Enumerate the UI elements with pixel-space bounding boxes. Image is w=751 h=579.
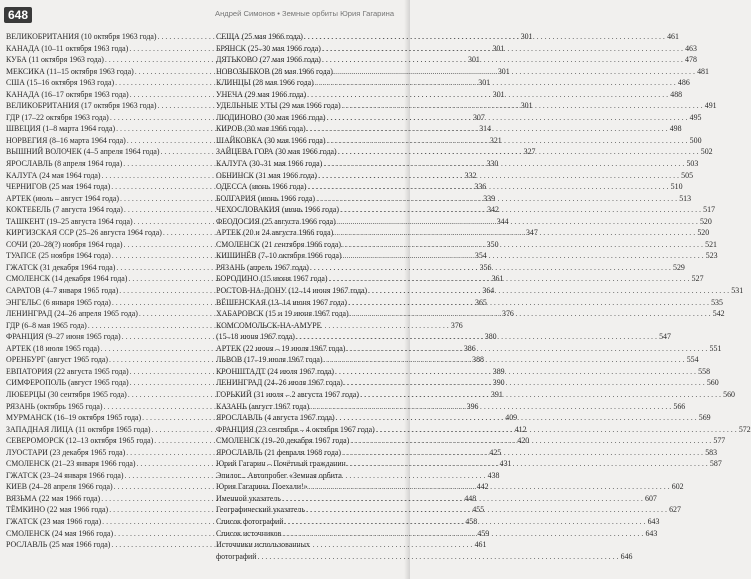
toc-entry-label: ЯРОСЛАВЛЬ (8 апреля 1964 года)	[6, 159, 123, 169]
toc-entry-label: ФРАНЦИЯ (9–27 июня 1965 года)	[6, 332, 121, 342]
toc-leader-dots	[335, 366, 696, 378]
toc-entry-page: 301	[478, 78, 491, 88]
toc-entry-page: 327	[523, 147, 536, 157]
toc-entry-page: 551	[709, 343, 722, 353]
toc-entry-label: КОМСОМОЛЬСК-НА-АМУРЕ	[216, 320, 322, 330]
toc-entry-label: МУРМАНСК (16–19 октября 1965 года)	[6, 413, 142, 423]
toc-entry-page: 356	[479, 262, 492, 272]
toc-entry-label: ЯРОСЛАВЛЬ (4 августа 1967 года)	[216, 413, 335, 423]
toc-leader-dots	[348, 297, 709, 309]
toc-entry-page: 342	[487, 205, 499, 215]
toc-entry	[216, 320, 405, 332]
toc-entry-page: 391	[490, 389, 503, 399]
toc-entry-label: КИЕВ (24–28 апреля 1966 года)	[6, 482, 113, 492]
toc-leader-dots	[334, 66, 695, 78]
toc-entry-label: Список источников	[216, 528, 282, 538]
toc-entry-page: 461	[667, 32, 679, 41]
toc-entry-page: 488	[670, 89, 683, 99]
toc-entry-page: 602	[671, 482, 684, 492]
toc-entry-label: ОБНИНСК (31 мая 1966 года)	[216, 170, 318, 180]
toc-entry-label: КУБА (11 октября 1963 года)	[6, 55, 104, 65]
toc-entry-page: 389	[492, 366, 505, 376]
toc-entry-page: 643	[645, 528, 658, 538]
toc-entry-label: ФЕОДОСИЯ (25 августа 1966 года)	[216, 216, 336, 226]
toc-entry-label: ГЖАТСК (23 мая 1966 года)	[6, 516, 102, 526]
toc-entry-page: 531	[731, 286, 744, 296]
toc-entry-label: СМОЛЕНСК (21 сентября 1966 года)	[216, 239, 341, 249]
toc-entry-page: 314	[479, 124, 492, 134]
toc-entry-label: РЯЗАНЬ (октябрь 1965 года)	[6, 401, 103, 411]
toc-entry-label: КАЛУГА (24 мая 1964 года)	[6, 170, 101, 180]
toc-entry-label: ДЯТЬКОВО (27 мая 1966 года)	[216, 55, 321, 65]
toc-entry-label: СМОЛЕНСК (24 мая 1966 года)	[6, 528, 114, 538]
toc-entry-label: ШАЙКОВКА (30 мая 1966 года)	[216, 135, 326, 145]
toc-entry-page: 520	[697, 228, 710, 238]
toc-leader-dots	[322, 54, 683, 66]
toc-entry-page: 495	[689, 112, 702, 122]
toc-entry-page: 498	[669, 124, 682, 134]
toc-entry-page: 425	[489, 447, 502, 457]
toc-entry	[216, 551, 633, 563]
toc-entry-label: ЗАЙЦЕВА ГОРА (30 мая 1966 года)	[216, 147, 337, 157]
toc-entry-page: 577	[713, 436, 726, 446]
toc-leader-dots	[284, 516, 645, 528]
toc-entry-page: 386	[463, 343, 476, 353]
toc-entry-page: 463	[685, 43, 697, 53]
toc-entry-page: 412	[514, 424, 527, 434]
toc-entry-label: ЧЕХОСЛОВАКИЯ (июнь 1966 года)	[216, 205, 340, 215]
toc-leader-dots	[342, 239, 703, 251]
toc-leader-dots	[307, 123, 668, 135]
toc-entry-label: БОЛГАРИЯ (июнь 1966 года)	[216, 193, 316, 203]
toc-entry-label: САРАТОВ (4–7 января 1965 года)	[6, 286, 119, 296]
toc-entry-page: 513	[679, 193, 692, 203]
toc-entry-label: КАНАДА (10–11 октября 1963 года)	[6, 43, 129, 53]
toc-leader-dots	[329, 273, 690, 285]
toc-entry-page: 301	[492, 43, 505, 53]
toc-entry-page: 478	[685, 55, 697, 65]
toc-entry-page: 643	[647, 516, 660, 526]
toc-leader-dots	[296, 331, 657, 343]
toc-entry-label: РОСТОВ-НА-ДОНУ (12–14 июня 1967 года)	[216, 286, 368, 296]
toc-leader-dots	[309, 481, 670, 493]
toc-entry-page: 517	[703, 205, 716, 215]
toc-leader-dots	[343, 250, 704, 262]
toc-entry-page: 332	[464, 170, 477, 180]
toc-entry-label: ГЖАТСК (23–24 января 1966 года)	[6, 470, 124, 480]
toc-entry-label: КИРОВ (30 мая 1966 года)	[216, 124, 306, 134]
toc-entry-page: 461	[474, 540, 487, 550]
toc-entry-page: 527	[691, 274, 704, 284]
toc-entry-label: ЛЮДИНОВО (30 мая 1966 года)	[216, 112, 326, 122]
toc-entry-page: 438	[487, 470, 500, 480]
toc-entry-page: 380	[484, 332, 497, 342]
toc-entry-page: 572	[738, 424, 751, 434]
toc-entry-label: АРТЕК (июль – август 1964 года)	[6, 193, 120, 203]
toc-entry-page: 627	[669, 505, 681, 515]
toc-entry-page: 542	[712, 309, 725, 319]
toc-entry-page: 354	[474, 251, 487, 261]
toc-entry-label: АРТЕК (20 и 24 августа 1966 года)	[216, 228, 334, 238]
toc-entry-page: 486	[677, 78, 690, 88]
toc-entry-label: УДЕЛЬНЫЕ УТЫ (29 мая 1966 года)	[216, 101, 341, 111]
toc-entry-page: 566	[673, 401, 686, 411]
toc-entry-label: ЯРОСЛАВЛЬ (21 февраля 1968 года)	[216, 447, 342, 457]
toc-leader-dots	[307, 89, 668, 101]
toc-entry-label: АРТЕК (18 июля 1965 года)	[6, 343, 100, 353]
toc-leader-dots	[323, 158, 684, 170]
toc-entry-page: 396	[466, 401, 479, 411]
toc-entry-page: 529	[673, 262, 685, 272]
toc-entry-page: 347	[525, 228, 538, 238]
toc-entry-page: 350	[486, 239, 499, 249]
toc-entry-label: СМОЛЕНСК (21–23 января 1966 года)	[6, 459, 136, 469]
toc-leader-dots	[337, 216, 698, 228]
toc-entry-label: ЛЬВОВ (17–19 июля 1967 года)	[216, 355, 323, 365]
toc-entry-label: ТЁМКИНО (22 мая 1966 года)	[6, 505, 109, 515]
toc-entry-label: США (15–16 октября 1963 года)	[6, 78, 115, 88]
toc-entry-page: 455	[472, 505, 485, 515]
toc-entry-label: ШВЕЦИЯ (1–8 марта 1964 года)	[6, 124, 116, 134]
toc-leader-dots	[340, 204, 701, 216]
toc-entry-label: ГДР (17–22 октября 1963 года)	[6, 112, 109, 122]
toc-entry-label: ОРЕНБУРГ (август 1965 года)	[6, 355, 108, 365]
toc-entry-page: 520	[699, 216, 712, 226]
toc-entry-page: 301	[520, 32, 533, 41]
toc-entry-label: СИМФЕРОПОЛЬ (август 1965 года)	[6, 378, 129, 388]
toc-entry-page: 301	[497, 66, 510, 76]
toc-entry	[216, 470, 405, 482]
toc-leader-dots	[324, 354, 685, 366]
toc-entry-page: 502	[700, 147, 713, 157]
toc-entry-label: ЧЕРНИГОВ (25 мая 1964 года)	[6, 182, 111, 192]
toc-entry-page: 569	[698, 413, 711, 423]
toc-entry-page: 583	[705, 447, 718, 457]
toc-entry-label: ГДР (6–8 мая 1965 года)	[6, 320, 87, 330]
toc-entry-label: КОКТЕБЕЛЬ (7 августа 1964 года)	[6, 205, 123, 215]
toc-entry-label: Географический указатель	[216, 505, 305, 515]
toc-entry-label: ВЕЛИКОБРИТАНИЯ (17 октября 1963 года)	[6, 101, 157, 111]
toc-leader-dots	[347, 458, 708, 470]
toc-entry-label: КИРГИЗСКАЯ ССР (25–26 августа 1964 года)	[6, 228, 162, 238]
toc-entry-label: СМОЛЕНСК (19–20 декабря 1967 года)	[216, 436, 350, 446]
toc-entry-page: 607	[645, 493, 657, 503]
toc-entry-label: ТУАПСЕ (25 ноября 1964 года)	[6, 251, 111, 261]
toc-entry-label: ЗАПАДНАЯ ЛИЦА (11 октября 1965 года)	[6, 424, 151, 434]
toc-leader-dots	[308, 181, 669, 193]
toc-entry-label: КЛИНЦЫ (28 мая 1966 года)	[216, 78, 314, 88]
toc-entry-label: ТАШКЕНТ (19–25 августа 1964 года)	[6, 216, 133, 226]
toc-leader-dots	[316, 193, 677, 205]
toc-entry-label: КАЛУГА (30–31 мая 1966 года)	[216, 159, 323, 169]
toc-entry-label: БОРОДИНО (15 июня 1967 года)	[216, 274, 328, 284]
toc-entry-page: 558	[698, 366, 711, 376]
toc-leader-dots	[360, 389, 721, 401]
running-title: Андрей Симонов • Земные орбиты Юрия Гагарина	[215, 9, 395, 18]
toc-entry-label: ГЖАТСК (31 декабря 1964 года)	[6, 262, 116, 272]
toc-leader-dots	[310, 401, 671, 413]
toc-entry-label: РОСЛАВЛЬ (25 мая 1966 года)	[6, 540, 111, 550]
toc-entry-label: АРТЕК (22 июня – 19 июля 1967 года)	[216, 343, 346, 353]
toc-entry-page: 505	[681, 170, 694, 180]
toc-entry-label: ХАБАРОВСК (15 и 19 июня 1967 года)	[216, 309, 349, 319]
toc-entry-page: 330	[486, 159, 499, 169]
toc-entry-label: УНЕЧА (29 мая 1966 года)	[216, 89, 307, 99]
toc-entry-page: 448	[464, 493, 477, 503]
toc-entry-label: ЕВПАТОРИЯ (22 августа 1965 года)	[6, 366, 129, 376]
toc-entry-page: 321	[489, 135, 502, 145]
toc-leader-dots	[327, 135, 688, 147]
toc-entry-page: 491	[704, 101, 717, 111]
toc-entry-label: ЭНГЕЛЬС (6 января 1965 года)	[6, 297, 111, 307]
toc-leader-dots	[338, 146, 699, 158]
toc-entry-page: 376	[502, 309, 514, 319]
toc-entry-label: ОДЕССА (июнь 1966 года)	[216, 182, 307, 192]
toc-entry-label: РЯЗАНЬ (апрель 1967 года)	[216, 262, 309, 272]
toc-entry-page: 510	[670, 182, 683, 192]
toc-leader-dots	[342, 100, 703, 112]
toc-leader-dots	[342, 447, 703, 459]
toc-entry-label: НОРВЕГИЯ (8–16 марта 1964 года)	[6, 135, 126, 145]
toc-entry-label: КАНАДА (16–17 октября 1963 года)	[6, 89, 129, 99]
toc-entry-label: ЛЮБЕРЦЫ (30 сентября 1965 года)	[6, 389, 127, 399]
toc-entry-page: 339	[483, 193, 496, 203]
toc-entry-label: Юрия Гагарина. Поехали!»	[216, 482, 308, 492]
toc-leader-dots	[336, 412, 697, 424]
toc-entry-label: НОВОЗЫБКОВ (28 мая 1966 года)	[216, 66, 333, 76]
toc-entry-label: БРЯНСК (25–30 мая 1966 года)	[216, 43, 321, 53]
toc-entry-page: 459	[477, 528, 490, 538]
toc-leader-dots	[315, 77, 676, 89]
toc-leader-dots	[282, 493, 643, 505]
toc-entry-label: ЛЕНИНГРАД (24–26 апреля 1965 года)	[6, 309, 138, 319]
toc-entry-label: КАЗАНЬ (август 1967 года)	[216, 401, 310, 411]
toc-entry-label: СОЧИ (20–28(?) ноября 1964 года)	[6, 239, 123, 249]
toc-entry-label: Источники использованных	[216, 540, 310, 550]
toc-entry-page: 560	[723, 389, 735, 399]
toc-entry-label: МЕКСИКА (11–15 октября 1963 года)	[6, 66, 134, 76]
toc-entry-page: 307	[472, 112, 485, 122]
toc-leader-dots	[282, 528, 643, 540]
toc-leader-dots	[368, 285, 729, 297]
toc-entry-label: ГОРЬКИЙ (31 июля – 2 августа 1967 года)	[216, 389, 359, 399]
toc-leader-dots	[334, 227, 695, 239]
toc-entry-page: 301	[468, 55, 480, 65]
toc-entry-label: Эпилог... Автопробег «Земная орбита	[216, 470, 342, 480]
toc-entry-label: ФРАНЦИЯ (23 сентября – 4 октября 1967 года)	[216, 424, 375, 434]
toc-entry-page: 523	[705, 251, 718, 261]
toc-entry-page: 560	[706, 378, 719, 388]
toc-leader-dots	[344, 377, 705, 389]
toc-entry-page: 364	[482, 286, 495, 296]
toc-entry-label: СЕВЕРОМОРСК (12–13 октября 1965 года)	[6, 436, 154, 446]
toc-leader-dots	[304, 31, 665, 43]
toc-entry-label: КРОНШТАДТ (24 июля 1967 года)	[216, 366, 335, 376]
toc-entry-page: 301	[492, 89, 505, 99]
toc-entry-label: ЛУОСТАРИ (23 декабря 1965 года)	[6, 447, 126, 457]
toc-entry-page: 409	[505, 413, 518, 423]
toc-entry-page: 344	[496, 216, 509, 226]
toc-entry-page: 361	[491, 274, 504, 284]
toc-entry-page: 365	[475, 297, 487, 307]
toc-entry-page: 420	[517, 436, 530, 446]
toc-entry-label: ВЯЗЬМА (22 мая 1966 года)	[6, 493, 101, 503]
toc-entry-label: ВЁШЕНСКАЯ (13–14 июня 1967 года)	[216, 297, 347, 307]
toc-leader-dots	[346, 343, 707, 355]
toc-entry-label: Список фотографий	[216, 516, 284, 526]
toc-leader-dots	[306, 504, 667, 516]
toc-entry-page: 301	[520, 101, 533, 111]
toc-entry-page: 587	[709, 459, 722, 469]
toc-entry-page: 336	[474, 182, 487, 192]
toc-entry	[216, 539, 405, 551]
toc-entry-label: СЕЩА (25 мая 1966 года)	[216, 32, 303, 41]
toc-entry-label: ВЫШНИЙ ВОЛОЧЕК (4–5 апреля 1964 года)	[6, 147, 160, 157]
toc-entry-page: 442	[476, 482, 489, 492]
toc-entry-page: 554	[686, 355, 699, 365]
toc-entry-page: 481	[697, 66, 709, 76]
toc-entry-label: ЛЕНИНГРАД (24–26 июля 1967 года)	[216, 378, 343, 388]
toc-entry-page: 388	[472, 355, 484, 365]
toc-leader-dots	[318, 170, 679, 182]
page-number: 648	[4, 7, 32, 23]
page-edge-shadow	[404, 0, 410, 579]
toc-leader-dots	[322, 43, 683, 55]
toc-leader-dots	[258, 551, 619, 563]
toc-entry-page: 500	[689, 135, 702, 145]
toc-entry-label: Юрий Гагарин – Почётный гражданин	[216, 459, 346, 469]
toc-entry-page: 535	[711, 297, 723, 307]
toc-entry-page: 503	[686, 159, 699, 169]
toc-leader-dots	[310, 262, 671, 274]
toc-entry-page: 376	[450, 320, 463, 330]
toc-entry-label: ВЕЛИКОБРИТАНИЯ (10 октября 1963 года)	[6, 32, 157, 41]
toc-leader-dots	[376, 424, 737, 436]
toc-entry-page: 521	[705, 239, 717, 249]
toc-entry-label: фотографий	[216, 551, 257, 561]
toc-entry-label: СМОЛЕНСК (14 декабря 1964 года)	[6, 274, 128, 284]
toc-entry-label: КИШИНЁВ (7–10 октября 1966 года)	[216, 251, 342, 261]
toc-entry-page: 458	[465, 516, 478, 526]
toc-entry-page: 547	[659, 332, 671, 342]
toc-entry-page: 431	[499, 459, 512, 469]
toc-leader-dots	[326, 112, 687, 124]
toc-entry-label: Именной указатель	[216, 493, 281, 503]
toc-entry-label: (15–18 июня 1967 года)	[216, 332, 295, 342]
toc-entry-page: 390	[492, 378, 505, 388]
toc-entry-page: 646	[620, 551, 633, 561]
